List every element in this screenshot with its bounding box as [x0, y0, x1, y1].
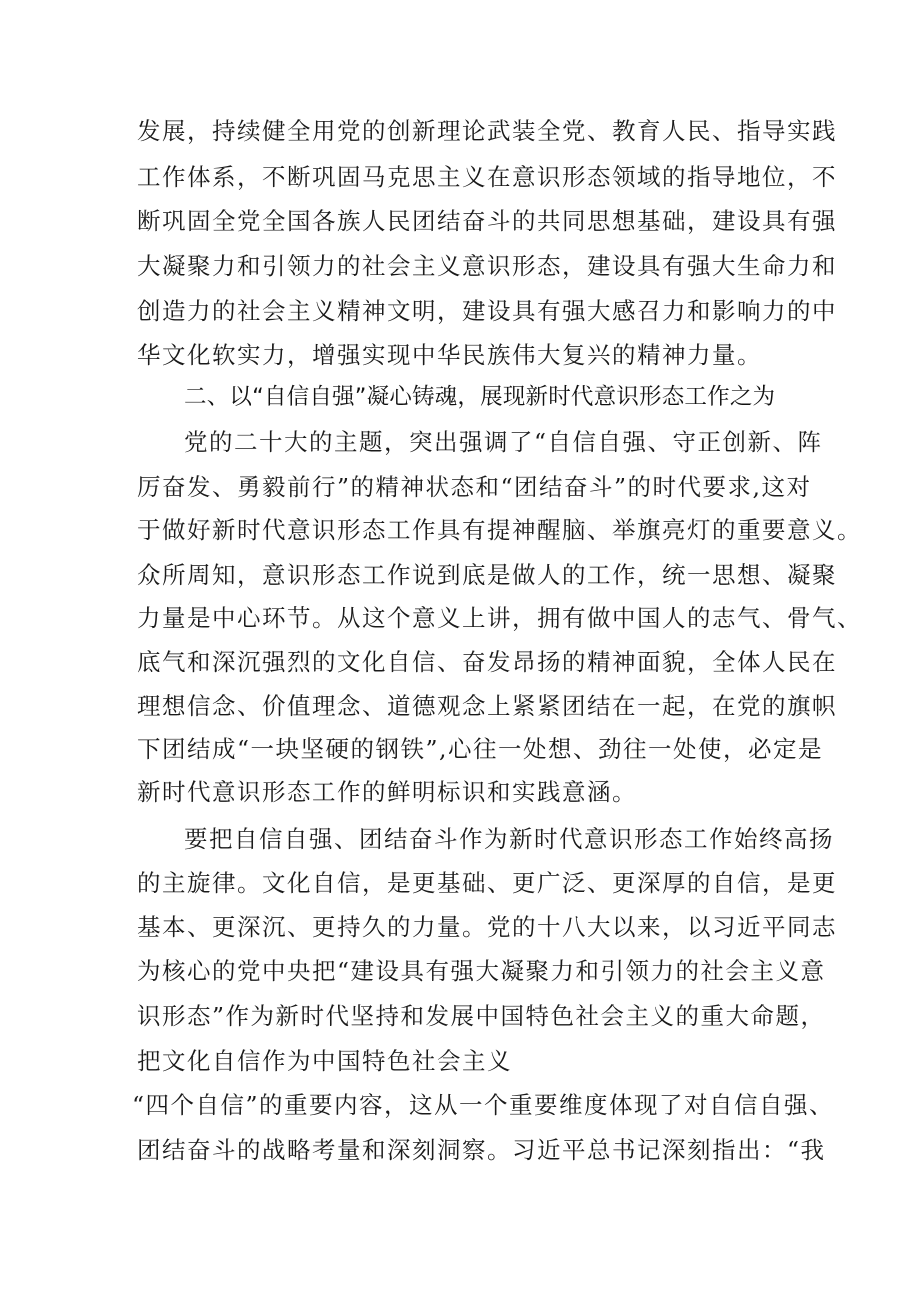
paragraph-2-line-6: 底气和深沉强烈的文化自信、奋发昂扬的精神面貌，全体人民在 — [137, 648, 837, 676]
paragraph-2-line-1: 党的二十大的主题，突出强调了“自信自强、守正创新、阵 — [184, 428, 823, 456]
paragraph-3-line-4: 为核心的党中央把“建设具有强大凝聚力和引领力的社会主义意 — [137, 957, 826, 985]
paragraph-3-line-3: 基本、更深沉、更持久的力量。党的十八大以来，以习近平同志 — [137, 913, 837, 941]
paragraph-2-line-2: 厉奋发、勇毅前行”的精神状态和“团结奋斗”的时代要求,这对 — [137, 473, 812, 501]
paragraph-2-line-7: 理想信念、价值理念、道德观念上紧紧团结在一起，在党的旗帜 — [137, 692, 837, 720]
paragraph-3-line-2: 的主旋律。文化自信，是更基础、更广泛、更深厚的自信，是更 — [137, 869, 837, 897]
paragraph-2-line-8: 下团结成“一块坚硬的钢铁”,心往一处想、劲往一处使，必定是 — [137, 735, 823, 763]
paragraph-2-line-5: 力量是中心环节。从这个意义上讲，拥有做中国人的志气、骨气、 — [137, 604, 862, 632]
paragraph-1-line-1: 发展，持续健全用党的创新理论武装全党、教育人民、指导实践 — [137, 117, 837, 145]
paragraph-2-line-3: 于做好新时代意识形态工作具有提神醒脑、举旗亮灯的重要意义。 — [137, 516, 862, 544]
paragraph-3-line-6: 把文化自信作为中国特色社会主义 — [137, 1047, 512, 1075]
paragraph-1-line-3: 断巩固全党全国各族人民团结奋斗的共同思想基础，建设具有强 — [137, 207, 837, 235]
paragraph-3-line-5: 识形态”作为新时代坚持和发展中国特色社会主义的重大命题， — [137, 1002, 826, 1030]
paragraph-3-line-1: 要把自信自强、团结奋斗作为新时代意识形态工作始终高扬 — [184, 825, 834, 853]
paragraph-2-line-4: 众所周知，意识形态工作说到底是做人的工作，统一思想、凝聚 — [137, 561, 837, 589]
paragraph-1-line-5: 创造力的社会主义精神文明，建设具有强大感召力和影响力的中 — [137, 297, 837, 325]
paragraph-2-line-9: 新时代意识形态工作的鲜明标识和实践意涵。 — [137, 778, 637, 806]
paragraph-3-line-7: “四个自信”的重要内容，这从一个重要维度体现了对自信自强、 — [132, 1091, 835, 1119]
paragraph-1-line-2: 工作体系，不断巩固马克思主义在意识形态领域的指导地位，不 — [137, 163, 837, 191]
paragraph-1-line-6: 华文化软实力，增强实现中华民族伟大复兴的精神力量。 — [137, 341, 762, 369]
paragraph-1-line-4: 大凝聚力和引领力的社会主义意识形态，建设具有强大生命力和 — [137, 252, 837, 280]
paragraph-3-line-8: 团结奋斗的战略考量和深刻洞察。习近平总书记深刻指出：“我 — [137, 1136, 826, 1164]
section-heading: 二、以“自信自强”凝心铸魂，展现新时代意识形态工作之为 — [184, 384, 776, 410]
